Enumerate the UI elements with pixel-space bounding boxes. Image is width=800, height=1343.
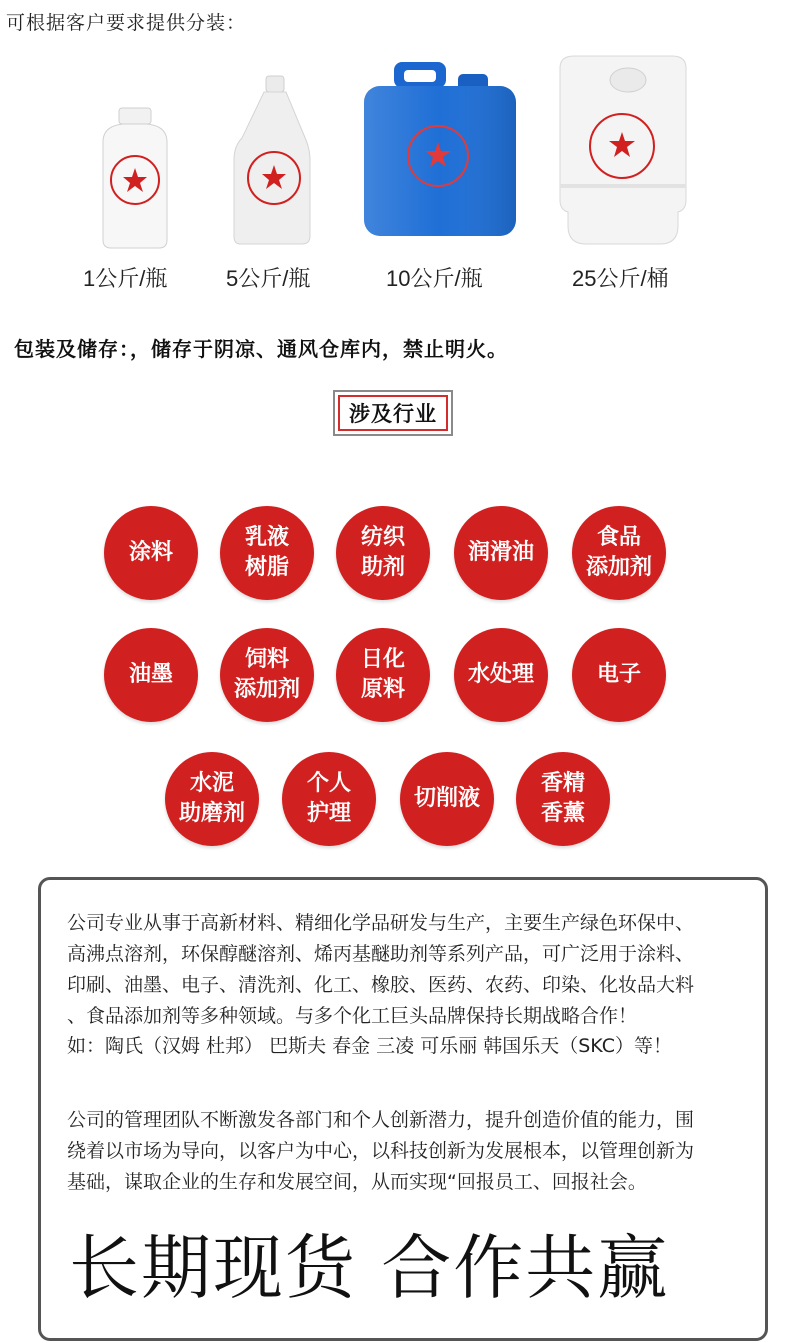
description-line: 公司专业从事于高新材料、精细化学品研发与生产，主要生产绿色环保中、: [67, 912, 695, 934]
description-line: 印刷、油墨、电子、清洗剂、化工、橡胶、医药、农药、印染、化妆品大料: [67, 974, 695, 996]
product-caption: 10公斤/瓶: [386, 266, 483, 291]
description-line: 高沸点溶剂，环保醇醚溶剂、烯丙基醚助剂等系列产品，可广泛用于涂料、: [67, 943, 695, 965]
company-info-box: [38, 877, 768, 1341]
drum-25kg-image: [548, 50, 698, 250]
partner-list: 如：陶氏（汉姆 杜邦） 巴斯夫 春金 三凌 可乐丽 韩国乐天（SKC）等！: [67, 1035, 672, 1057]
product-10kg: [360, 50, 520, 291]
industry-label: 乳液 树脂: [244, 525, 289, 580]
industry-circle: [516, 752, 610, 846]
product-1kg: [83, 50, 175, 291]
industry-circle: [572, 628, 666, 722]
industry-circle: [282, 752, 376, 846]
industry-label: 油墨: [128, 662, 173, 687]
statement-line: 绕着以市场为导向，以客户为中心，以科技创新为发展根本，以管理创新为: [67, 1140, 695, 1162]
industry-circle: [400, 752, 494, 846]
product-caption: 1公斤/瓶: [83, 266, 168, 291]
industry-title-label: 涉及行业: [338, 395, 448, 431]
product-25kg: [548, 50, 698, 291]
industry-circle: [220, 506, 314, 600]
industry-label: 日化 原料: [360, 647, 405, 702]
bottle-1kg-image: [95, 50, 175, 250]
industry-label: 水泥 助磨剂: [178, 771, 245, 826]
industry-circle: [220, 628, 314, 722]
industry-label: 食品 添加剂: [585, 525, 652, 580]
product-caption: 5公斤/瓶: [226, 266, 311, 291]
bottle-5kg-image: [228, 50, 318, 250]
storage-note: 包装及储存：，储存于阴凉、通风仓库内，禁止明火。: [14, 337, 508, 361]
industry-label: 个人 护理: [306, 771, 351, 826]
statement-line: 公司的管理团队不断激发各部门和个人创新潜力，提升创造价值的能力，围: [67, 1109, 695, 1131]
product-5kg: [226, 50, 318, 291]
statement-line: 基础，谋取企业的生存和发展空间，从而实现“回报员工、回报社会。: [67, 1171, 647, 1193]
industry-circle: [104, 506, 198, 600]
industry-circle: [336, 506, 430, 600]
industry-circle: [572, 506, 666, 600]
industry-circle: [104, 628, 198, 722]
jerrycan-10kg-image: [360, 50, 520, 250]
industry-label: 纺织 助剂: [360, 525, 405, 580]
industry-section-title: [333, 390, 453, 436]
product-caption: 25公斤/桶: [572, 266, 669, 291]
industry-label: 涂料: [128, 540, 173, 565]
industry-circle: [165, 752, 259, 846]
industry-label: 水处理: [467, 662, 534, 687]
industry-circle: [454, 506, 548, 600]
industry-label: 电子: [596, 662, 641, 687]
slogan: 长期现货 合作共赢: [69, 1227, 670, 1309]
industry-circle: [336, 628, 430, 722]
intro-text: 可根据客户要求提供分装：: [6, 12, 247, 34]
product-gallery: [0, 50, 800, 310]
industry-label: 饲料 添加剂: [233, 647, 300, 702]
industry-label: 香精 香薰: [540, 771, 585, 826]
industry-circle: [454, 628, 548, 722]
industry-label: 润滑油: [467, 540, 534, 565]
management-statement: [67, 1105, 757, 1198]
industry-label: 切削液: [413, 786, 480, 811]
description-line: 、食品添加剂等多种领域。与多个化工巨头品牌保持长期战略合作！: [67, 1005, 638, 1027]
company-description: [67, 908, 757, 1032]
